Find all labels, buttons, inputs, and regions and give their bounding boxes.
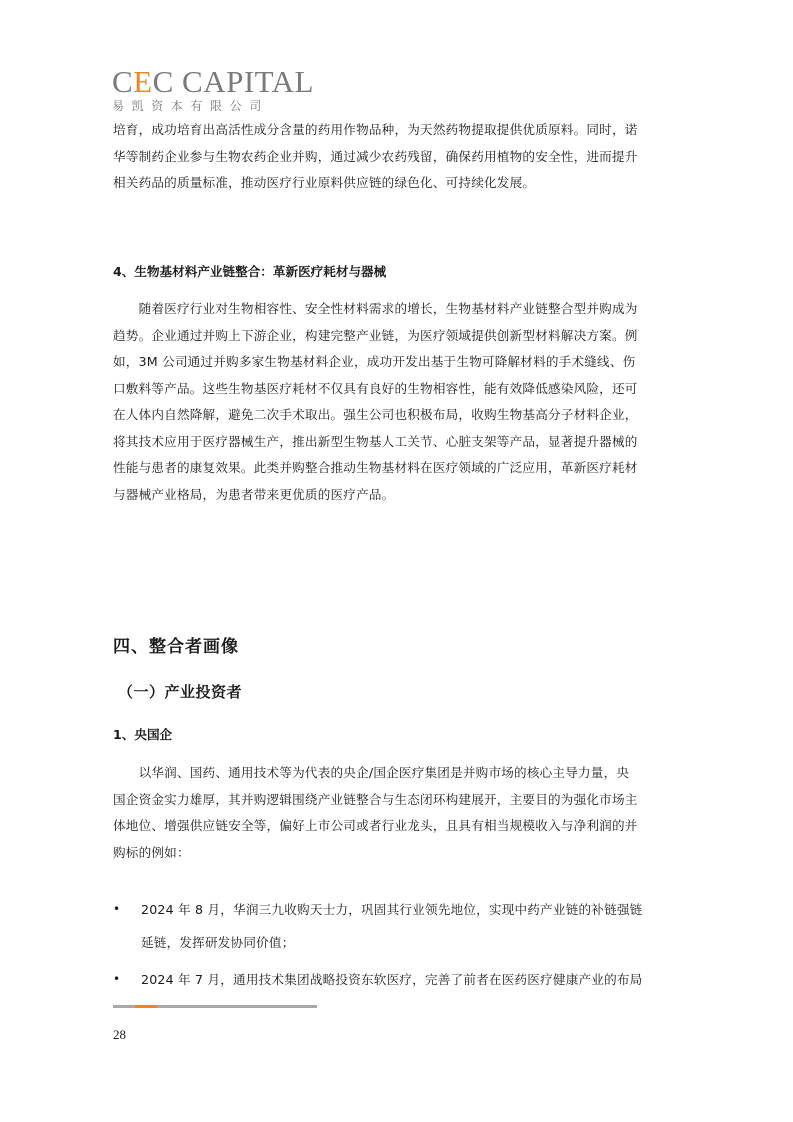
bullet-item	[113, 963, 683, 996]
text-line: 将其技术应用于医疗器械生产，推出新型生物基人工关节、心脏支架等产品，显著提升器械的	[113, 433, 638, 449]
logo-subtitle: 易凯资本有限公司	[112, 99, 269, 113]
heading-biobased-materials: 4、生物基材料产业链整合：革新医疗耗材与器械	[113, 264, 387, 279]
text-line: 以华润、国药、通用技术等为代表的央企/国企医疗集团是并购市场的核心主导力量，央	[113, 765, 630, 780]
paragraph-top	[113, 117, 683, 197]
paragraph-biobased-materials	[113, 296, 683, 508]
footer-accent	[135, 1005, 157, 1008]
text-line: 2024 年 8 月，华润三九收购天士力，巩固其行业领先地位，实现中药产业链的补链强链	[141, 902, 643, 917]
text-line: 购标的例如：	[113, 844, 190, 860]
paragraph-soe	[113, 760, 683, 866]
heading-soe: 1、央国企	[113, 727, 173, 742]
logo-wordmark: CEC CAPITAL	[112, 64, 314, 99]
text-line: 口敷料等产品。这些生物基医疗耗材不仅具有良好的生物相容性，能有效降低感染风险，还可	[113, 380, 638, 396]
text-line: 与器械产业格局，为患者带来更优质的医疗产品。	[113, 486, 395, 502]
section-title: 四、整合者画像	[113, 637, 239, 657]
text-line: 华等制药企业参与生物农药企业并购，通过减少农药残留，确保药用植物的安全性，进而提升	[113, 148, 638, 164]
text-line: 2024 年 7 月，通用技术集团战略投资东软医疗，完善了前者在医药医疗健康产业的布局	[141, 972, 643, 987]
bullet-icon: •	[113, 902, 121, 916]
subsection-title: （一）产业投资者	[118, 683, 243, 701]
text-line: 培育，成功培育出高活性成分含量的药用作物品种，为天然药物提取提供优质原料。同时，诺	[113, 122, 638, 137]
text-line: 趋势。企业通过并购上下游企业，构建完整产业链，为医疗领域提供创新型材料解决方案。例	[113, 327, 638, 343]
text-line: 在人体内自然降解，避免二次手术取出。强生公司也积极布局，收购生物基高分子材料企业，	[113, 407, 638, 422]
text-line: 性能与患者的康复效果。此类并购整合推动生物基材料在医疗领域的广泛应用，革新医疗耗材	[113, 460, 638, 475]
company-logo	[112, 66, 314, 114]
text-line: 延链，发挥研发协同价值；	[141, 935, 295, 950]
bullet-item	[113, 893, 683, 959]
text-line: 随着医疗行业对生物相容性、安全性材料需求的增长，生物基材料产业链整合型并购成为	[113, 301, 638, 316]
bullet-icon: •	[113, 972, 121, 986]
text-line: 国企资金实力雄厚，其并购逻辑围绕产业链整合与生态闭环构建展开，主要目的为强化市场主	[113, 791, 638, 807]
text-line: 相关药品的质量标准，推动医疗行业原料供应链的绿色化、可持续化发展。	[113, 175, 536, 190]
footer-divider	[113, 1005, 317, 1008]
page-number: 28	[113, 1027, 126, 1042]
text-line: 如，3M 公司通过并购多家生物基材料企业，成功开发出基于生物可降解材料的手术缝线、伤	[113, 354, 636, 369]
text-line: 体地位、增强供应链安全等，偏好上市公司或者行业龙头，且具有相当规模收入与净利润的并	[113, 818, 638, 833]
